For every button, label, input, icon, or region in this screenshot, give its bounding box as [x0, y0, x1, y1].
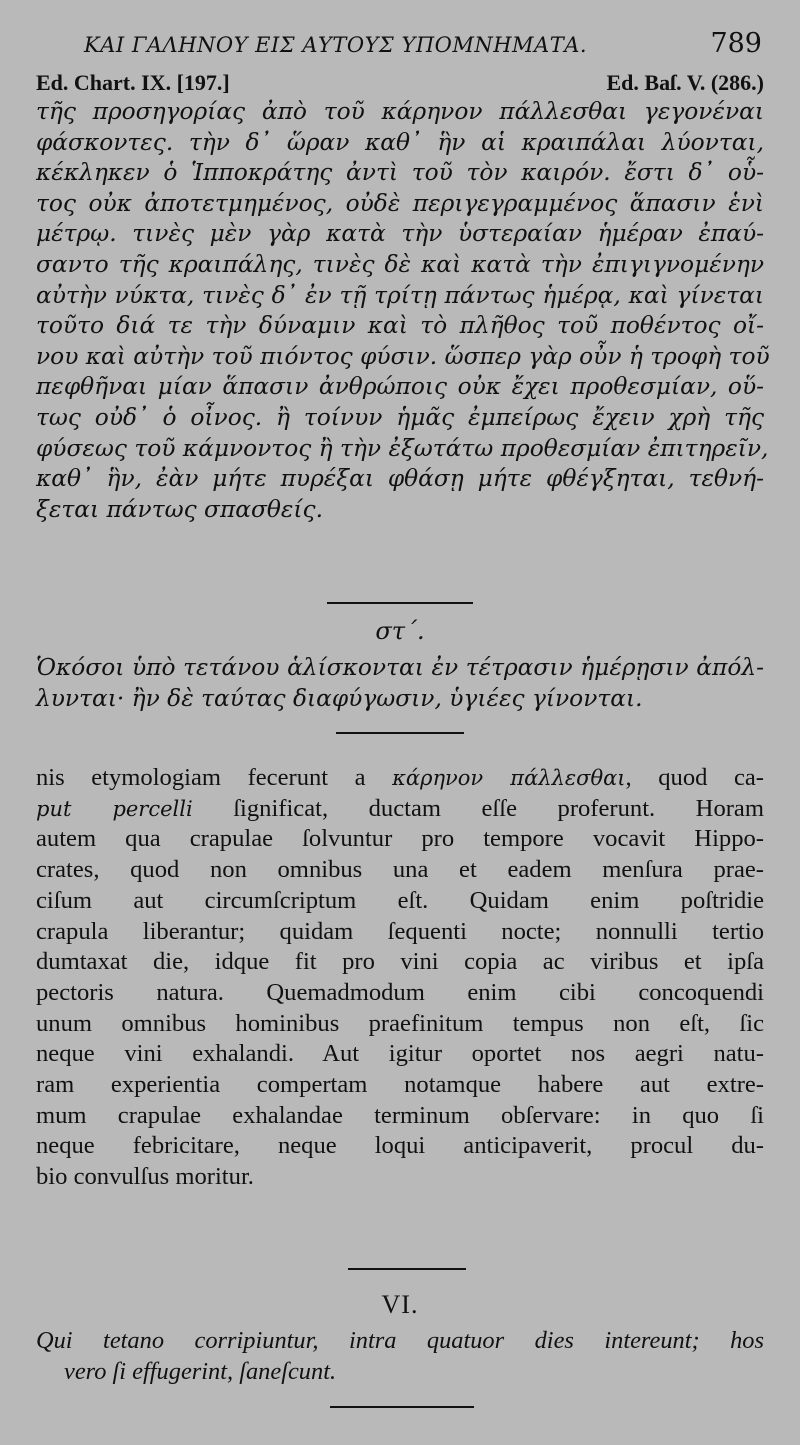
text-line: [36, 917, 764, 948]
text-line: τως οὐδ᾽ ὁ οἶνος. ἢ τοίνυν ἡμᾶς ἐμπείρως ἔχειν χρὴ τῆς: [36, 403, 764, 431]
text-line: vero ſi effugerint, ſaneſcunt.: [64, 1358, 337, 1385]
page-number: 789: [710, 28, 762, 59]
latin-text: neque vini exhalandi. Aut igitur oportet nos aegri natu-: [36, 1040, 764, 1068]
text-line: Ὁκόσοι ὑπὸ τετάνου ἁλίσκονται ἐν τέτρασιν ἡμέρῃσιν ἀπόλ-: [36, 654, 764, 681]
divider-rule: [330, 1406, 474, 1408]
latin-text: ram experientia compertam notamque habere aut extre-: [36, 1071, 764, 1099]
text-line: [36, 886, 764, 917]
text-line: [36, 824, 764, 855]
divider-rule: [327, 602, 473, 604]
text-line: [36, 1131, 764, 1162]
latin-text: ciſum aut circumſcriptum eſt. Quidam enim poſtridie: [36, 886, 764, 914]
latin-text: mum crapulae exhalandae terminum obſervare: in quo ſi: [36, 1101, 764, 1129]
latin-section-label: VI.: [381, 1290, 419, 1319]
latin-commentary: [36, 763, 764, 1193]
latin-text: dumtaxat die, idque fit pro vini copia ac viribus et ipſa: [36, 948, 764, 976]
latin-text: crates, quod non omnibus una et eadem menſura prae-: [36, 856, 764, 884]
text-line: πεφθῆναι μίαν ἅπασιν ἀνθρώποις οὐκ ἔχει προθεσμίαν, οὕ-: [36, 373, 764, 401]
edition-line: [36, 70, 764, 96]
running-title: ΚΑΙ ΓΑΛΗΝΟΥ ΕΙΣ ΑΥΤΟΥΣ ΥΠΟΜΝΗΜΑΤΑ.: [84, 33, 588, 57]
text-line: [36, 947, 764, 978]
latin-text: unum omnibus hominibus praefinitum tempus non eſt, ſic: [36, 1009, 764, 1037]
text-line: [36, 1162, 764, 1193]
latin-text: pectoris natura. Quemadmodum enim cibi concoquendi: [36, 978, 764, 1006]
latin-text: nis etymologiam fecerunt a: [36, 764, 393, 791]
text-line: μέτρῳ. τινὲς μὲν γὰρ κατὰ τὴν ὑστεραίαν ἡμέραν ἐπαύ-: [36, 220, 764, 248]
text-line: τοῦτο διά τε τὴν δύναμιν καὶ τὸ πλῆθος τοῦ ποθέντος οἴ-: [36, 312, 764, 340]
latin-text: autem qua crapulae ſolvuntur pro tempore vocavit Hippo-: [36, 825, 764, 853]
divider-rule: [336, 732, 464, 734]
text-line: τος οὐκ ἀποτετμημένος, οὐδὲ περιγεγραμμένος ἅπασιν ἑνὶ: [36, 189, 764, 217]
text-line: [36, 1039, 764, 1070]
text-line: σαντο τῆς κραιπάλης, τινὲς δὲ καὶ κατὰ τὴν ἐπιγιγνομένην: [36, 250, 764, 278]
text-line: αὐτὴν νύκτα, τινὲς δ᾽ ἐν τῇ τρίτῃ πάντως ἡμέρᾳ, καὶ γίνεται: [36, 281, 764, 309]
text-line: ξεται πάντως σπασθείς.: [36, 495, 324, 523]
latin-aphorism: [36, 1325, 764, 1387]
text-line: [36, 794, 764, 825]
latin-text: ſignificat, ductam eſſe proferunt. Horam: [192, 794, 764, 822]
divider-rule: [348, 1268, 466, 1270]
text-line: Qui tetano corripiuntur, intra quatuor dies intereunt; hos: [36, 1327, 764, 1354]
greek-quote: κάρηνον πάλλεσθαι: [392, 766, 626, 790]
greek-commentary: [36, 97, 770, 525]
latin-text: crapula liberantur; quidam ſequenti nocte; nonnulli tertio: [36, 917, 764, 945]
text-line: κέκληκεν ὁ Ἱπποκράτης ἀντὶ τοῦ τὸν καιρόν. ἔστι δ᾽ οὗ-: [36, 159, 764, 187]
edition-right: Ed. Baſ. V. (286.): [606, 70, 764, 95]
text-line: [36, 855, 764, 886]
text-line: νου καὶ αὐτὴν τοῦ πιόντος φύσιν. ὥσπερ γὰρ οὖν ἡ τροφὴ τοῦ: [36, 342, 770, 370]
text-line: [36, 1009, 764, 1040]
text-line: λυνται· ἢν δὲ ταύτας διαφύγωσιν, ὑγιέες γίνονται.: [36, 685, 643, 712]
greek-quote: put percelli: [36, 796, 193, 821]
text-line: [36, 1070, 764, 1101]
greek-section-label: στ΄.: [375, 617, 425, 645]
text-line: [36, 1101, 764, 1132]
edition-left: Ed. Chart. IX. [197.]: [36, 70, 230, 95]
latin-text: neque febricitare, neque loqui anticipaverit, procul du-: [36, 1132, 764, 1160]
text-line: [36, 978, 764, 1009]
text-line: φύσεως τοῦ κάμνοντος ἢ τὴν ἐξωτάτω προθεσμίαν ἐπιτηρεῖν,: [36, 434, 769, 462]
text-line: καθ᾽ ἣν, ἐὰν μήτε πυρέξαι φθάσῃ μήτε φθέγξηται, τεθνή-: [36, 465, 764, 493]
text-line: [36, 763, 764, 794]
text-line: τῆς προσηγορίας ἀπὸ τοῦ κάρηνον πάλλεσθαι γεγονέναι: [36, 98, 764, 125]
text-line: φάσκοντες. τὴν δ᾽ ὥραν καθ᾽ ἣν αἱ κραιπάλαι λύονται,: [36, 128, 764, 156]
latin-text: , quod ca-: [625, 764, 765, 791]
latin-text: bio convulſus moritur.: [36, 1163, 254, 1191]
greek-aphorism: [36, 652, 764, 714]
running-head: [84, 28, 762, 59]
